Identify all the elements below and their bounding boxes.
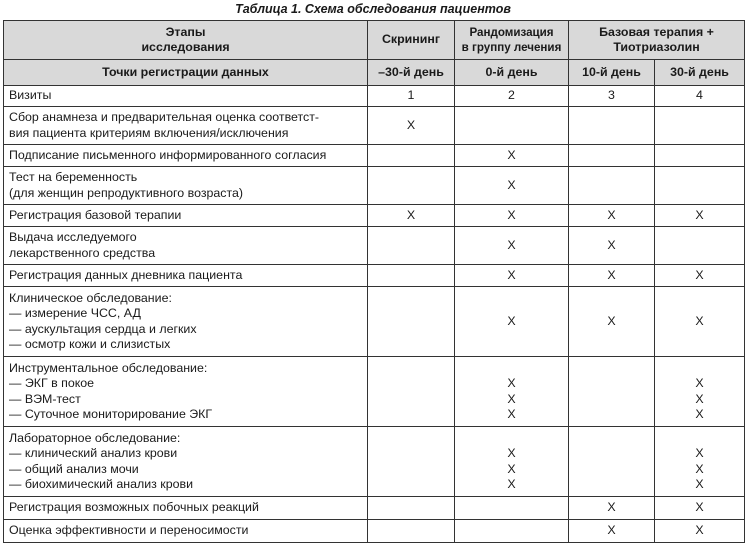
row-cell: [655, 227, 745, 265]
row-cell: X: [655, 287, 745, 357]
header-row-days: [4, 60, 745, 86]
row-cell: X: [455, 265, 569, 287]
row-cell: [368, 265, 455, 287]
row-cell: X X X: [655, 427, 745, 497]
row-label: Тест на беременность (для женщин репродуктивного возраста): [4, 167, 368, 205]
row-cell: [655, 167, 745, 205]
row-cell: X: [569, 287, 655, 357]
table-body: [4, 86, 745, 543]
row-label: Регистрация базовой терапии: [4, 205, 368, 227]
table-row: [4, 520, 745, 543]
header-stage-therapy: Базовая терапия + Тиотриазолин: [569, 21, 745, 60]
row-cell: X: [569, 265, 655, 287]
table-row: [4, 145, 745, 167]
row-label: Оценка эффективности и переносимости: [4, 520, 368, 543]
row-cell: X: [455, 227, 569, 265]
header-day-minus-30: –30-й день: [368, 60, 455, 86]
row-cell: X: [368, 107, 455, 145]
row-cell: 2: [455, 86, 569, 107]
row-cell: [368, 167, 455, 205]
row-cell: X: [455, 205, 569, 227]
row-cell: X: [569, 497, 655, 520]
row-label: Сбор анамнеза и предварительная оценка соответст- вия пациента критериям включения/исключения: [4, 107, 368, 145]
row-cell: [569, 357, 655, 427]
row-cell: [368, 497, 455, 520]
header-row-stages: [4, 21, 745, 60]
row-cell: [368, 227, 455, 265]
row-cell: [569, 107, 655, 145]
row-cell: [368, 145, 455, 167]
header-day-0: 0-й день: [455, 60, 569, 86]
row-cell: X: [455, 287, 569, 357]
row-cell: [455, 107, 569, 145]
row-cell: X: [655, 520, 745, 543]
header-day-30: 30-й день: [655, 60, 745, 86]
table-row: [4, 357, 745, 427]
patient-examination-table: [3, 20, 745, 543]
row-cell: X X X: [655, 357, 745, 427]
table-row: [4, 227, 745, 265]
table-row: [4, 205, 745, 227]
row-label: Лабораторное обследование: — клинический анализ крови — общий анализ мочи — биохимический анализ крови: [4, 427, 368, 497]
row-cell: [455, 520, 569, 543]
row-cell: [655, 145, 745, 167]
row-label: Регистрация возможных побочных реакций: [4, 497, 368, 520]
table-row: [4, 427, 745, 497]
row-cell: X: [655, 497, 745, 520]
header-day-10: 10-й день: [569, 60, 655, 86]
row-cell: [368, 427, 455, 497]
row-cell: [569, 145, 655, 167]
row-label: Инструментальное обследование: — ЭКГ в покое — ВЭМ-тест — Суточное мониторирование ЭКГ: [4, 357, 368, 427]
row-label: Клиническое обследование: — измерение ЧСС, АД — аускультация сердца и легких — осмотр кожи и слизистых: [4, 287, 368, 357]
row-cell: [455, 497, 569, 520]
header-stage-label: Этапы исследования: [4, 21, 368, 60]
row-cell: X X X: [455, 427, 569, 497]
row-cell: 1: [368, 86, 455, 107]
row-cell: X: [655, 205, 745, 227]
row-cell: [569, 427, 655, 497]
row-cell: 4: [655, 86, 745, 107]
table-row: [4, 167, 745, 205]
row-cell: X X X: [455, 357, 569, 427]
header-stage-randomization: Рандомизация в группу лечения: [455, 21, 569, 60]
row-cell: [368, 357, 455, 427]
row-cell: X: [569, 205, 655, 227]
row-cell: 3: [569, 86, 655, 107]
table-caption: Таблица 1. Схема обследования пациентов: [235, 2, 511, 16]
row-cell: [655, 107, 745, 145]
row-cell: [368, 287, 455, 357]
row-label: Выдача исследуемого лекарственного средства: [4, 227, 368, 265]
row-cell: [368, 520, 455, 543]
row-cell: X: [655, 265, 745, 287]
row-cell: X: [569, 227, 655, 265]
table-row: [4, 287, 745, 357]
header-stage-screening: Скрининг: [368, 21, 455, 60]
row-label: Визиты: [4, 86, 368, 107]
row-cell: X: [455, 167, 569, 205]
table-row: [4, 107, 745, 145]
row-label: Подписание письменного информированного согласия: [4, 145, 368, 167]
table-row: [4, 86, 745, 107]
row-label: Регистрация данных дневника пациента: [4, 265, 368, 287]
table-row: [4, 265, 745, 287]
row-cell: X: [455, 145, 569, 167]
header-data-points-label: Точки регистрации данных: [4, 60, 368, 86]
row-cell: X: [368, 205, 455, 227]
table-row: [4, 497, 745, 520]
row-cell: X: [569, 520, 655, 543]
row-cell: [569, 167, 655, 205]
